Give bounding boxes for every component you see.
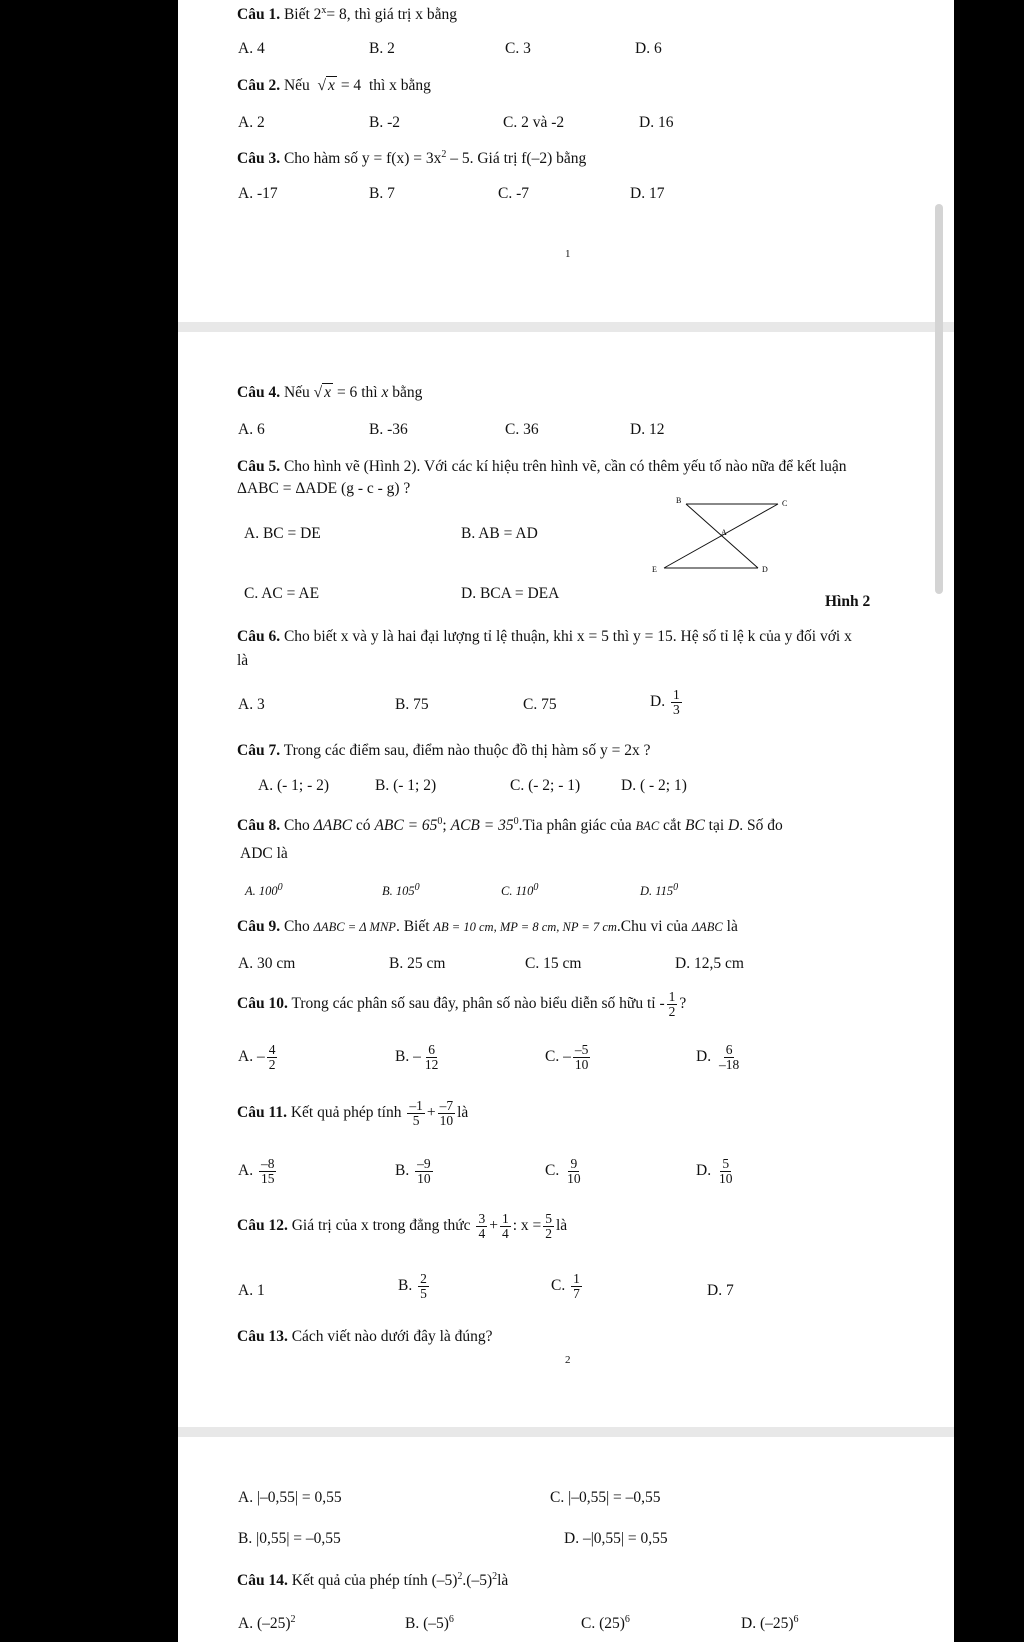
fraction: $\frac{5}{2}$ xyxy=(545,1211,552,1242)
label-e: E xyxy=(652,565,657,574)
fraction: $\frac{-1}{5}$ xyxy=(409,1098,423,1129)
fraction: $\frac{5}{10}$ xyxy=(718,1156,733,1187)
label-d: D xyxy=(762,565,768,574)
q1-option-d: D. 6 xyxy=(635,40,662,57)
question-5-line2: ΔABC = ΔADE (g - c - g) ? xyxy=(237,480,411,497)
q11-option-c: C. $\frac{9}{10}$ xyxy=(545,1156,581,1187)
q13-option-b: B. |0,55| = –0,55 xyxy=(238,1530,341,1547)
q5-option-c: C. AC = AE xyxy=(244,585,320,602)
q11-option-b: B. $\frac{-9}{10}$ xyxy=(395,1156,431,1187)
q7-option-c: C. (- 2; - 1) xyxy=(510,777,581,794)
document-page-2 xyxy=(178,332,954,1427)
document-page-3 xyxy=(178,1437,954,1642)
q13-option-d: D. –|0,55| = 0,55 xyxy=(564,1530,668,1547)
question-9: Câu 9. Cho ΔABC = Δ MNP. Biết AB = 10 cm, MP = 8 cm, NP = 7 cm.Chu vi của ΔABC là xyxy=(237,918,738,935)
q6-option-d: D. $\frac{1}{3}$ xyxy=(650,687,680,718)
fraction: $\frac{-7}{10}$ xyxy=(439,1098,454,1129)
q1-option-b: B. 2 xyxy=(369,40,395,57)
q9-option-b: B. 25 cm xyxy=(389,955,446,972)
fraction: $\frac{4}{2}$ xyxy=(268,1042,276,1073)
q5-option-b: B. AB = AD xyxy=(461,525,538,542)
q9-option-d: D. 12,5 cm xyxy=(675,955,744,972)
question-11: Câu 11. Kết quả phép tính $\frac{-1}{5}$ + $\frac{-7}{10}$ là xyxy=(237,1098,469,1129)
fraction: $\frac{1}{4}$ xyxy=(501,1211,509,1242)
question-8-line2: ADC là xyxy=(240,845,288,862)
question-6: Câu 6. Cho biết x và y là hai đại lượng tỉ lệ thuận, khi x = 5 thì y = 15. Hệ số tỉ lệ k của y đối với x xyxy=(237,628,852,645)
q6-option-c: C. 75 xyxy=(523,696,557,713)
page-number: 2 xyxy=(565,1354,571,1366)
q10-option-c: C. – $\frac{-5}{10}$ xyxy=(545,1042,589,1073)
q9-option-a: A. 30 cm xyxy=(238,955,296,972)
q14-option-b: B. $(-5)^6$ xyxy=(405,1614,454,1633)
q5-option-a: A. BC = DE xyxy=(244,525,321,542)
q11-option-a: A. $\frac{-8}{15}$ xyxy=(238,1156,275,1187)
fraction: $\frac{6}{12}$ xyxy=(424,1042,439,1073)
q3-option-c: C. -7 xyxy=(498,185,529,202)
q7-option-a: A. (- 1; - 2) xyxy=(258,777,330,794)
q10-option-d: D. $\frac{6}{-18}$ xyxy=(696,1042,740,1073)
fraction: $\frac{1}{3}$ xyxy=(672,687,680,718)
page-number: 1 xyxy=(565,248,571,260)
fraction: $\frac{1}{2}$ xyxy=(668,989,676,1020)
question-2: Câu 2. Nếu √ x = 4 thì x bằng xyxy=(237,77,431,94)
q12-option-a: A. 1 xyxy=(238,1282,265,1299)
fraction: $\frac{-5}{10}$ xyxy=(574,1042,589,1073)
q8-option-b: B. $105^0$ xyxy=(382,882,420,899)
page-gap xyxy=(178,1427,954,1437)
figure-caption: Hình 2 xyxy=(825,593,871,610)
q4-option-a: A. 6 xyxy=(238,421,265,438)
question-1: Câu 1. Biết $2^x= 8$, thì giá trị x bằng xyxy=(237,5,457,24)
q2-option-a: A. 2 xyxy=(238,114,265,131)
q13-option-c: C. |–0,55| = –0,55 xyxy=(550,1489,661,1506)
fraction: $\frac{6}{-18}$ xyxy=(718,1042,740,1073)
question-8: Câu 8. Cho ΔABC có ABC = $65^0$; ACB = $35^0.Tia$ phân giác của BAC cắt BC tại D. Số đo xyxy=(237,816,783,835)
q3-option-a: A. -17 xyxy=(238,185,278,202)
label-a: A xyxy=(721,528,727,537)
question-5: Câu 5. Cho hình vẽ (Hình 2). Với các kí hiệu trên hình vẽ, cần có thêm yếu tố nào nữa để kết luận xyxy=(237,458,847,475)
question-3: Câu 3. Cho hàm số $y = f(x) = 3x^2 - 5$. Giá trị f(–2) bằng xyxy=(237,149,587,168)
q14-option-d: D. $(-25)^6$ xyxy=(741,1614,799,1633)
question-13: Câu 13. Cách viết nào dưới đây là đúng? xyxy=(237,1328,493,1345)
q11-option-d: D. $\frac{5}{10}$ xyxy=(696,1156,733,1187)
q14-option-c: C. $(25)^6$ xyxy=(581,1614,630,1633)
question-14: Câu 14. Kết quả của phép tính $(-5)^2.(-5)^2là$ xyxy=(237,1571,509,1590)
q6-option-a: A. 3 xyxy=(238,696,265,713)
q4-option-c: C. 36 xyxy=(505,421,539,438)
q10-option-a: A. – $\frac{4}{2}$ xyxy=(238,1042,276,1073)
q8-option-c: C. $110^0$ xyxy=(501,882,539,899)
q9-option-c: C. 15 cm xyxy=(525,955,582,972)
q4-option-d: D. 12 xyxy=(630,421,665,438)
q12-option-b: B. $\frac{2}{5}$ xyxy=(398,1271,427,1302)
q12-option-d: D. 7 xyxy=(707,1282,734,1299)
q3-option-b: B. 7 xyxy=(369,185,395,202)
fraction: $\frac{2}{5}$ xyxy=(420,1271,427,1302)
question-4: Câu 4. Nếu √ x = 6 thì x bằng xyxy=(237,384,423,401)
fraction: $\frac{-9}{10}$ xyxy=(417,1156,431,1187)
figure-2-triangles xyxy=(648,492,798,584)
q2-option-c: C. 2 và -2 xyxy=(503,114,565,131)
question-10: Câu 10. Trong các phân số sau đây, phân số nào biểu diễn số hữu tỉ - $\frac{1}{2}$ ? xyxy=(237,989,687,1020)
q1-option-c: C. 3 xyxy=(505,40,531,57)
page-gap xyxy=(178,322,954,332)
fraction: $\frac{3}{4}$ xyxy=(478,1211,486,1242)
q8-option-a: A. $100^0$ xyxy=(245,882,283,899)
q2-option-b: B. -2 xyxy=(369,114,400,131)
vertical-scrollbar[interactable] xyxy=(935,204,943,594)
q5-option-d: D. BCA = DEA xyxy=(461,585,560,602)
label-b: B xyxy=(676,496,682,505)
fraction: $\frac{-8}{15}$ xyxy=(260,1156,275,1187)
q8-option-d: D. $115^0$ xyxy=(640,882,679,899)
question-12: Câu 12. Giá trị của x trong đẳng thức $\frac{3}{4}$ + $\frac{1}{4}$ : x = $\frac{5}{2}$ là xyxy=(237,1211,568,1242)
q13-option-a: A. |–0,55| = 0,55 xyxy=(238,1489,342,1506)
q6-option-b: B. 75 xyxy=(395,696,429,713)
fraction: $\frac{1}{7}$ xyxy=(573,1271,580,1302)
question-7: Câu 7. Trong các điểm sau, điểm nào thuộc đồ thị hàm số y = 2x ? xyxy=(237,742,651,759)
q7-option-b: B. (- 1; 2) xyxy=(375,777,437,794)
q2-option-d: D. 16 xyxy=(639,114,674,131)
document-page-1 xyxy=(178,0,954,322)
q7-option-d: D. ( - 2; 1) xyxy=(621,777,687,794)
q12-option-c: C. $\frac{1}{7}$ xyxy=(551,1271,580,1302)
q4-option-b: B. -36 xyxy=(369,421,408,438)
q1-option-a: A. 4 xyxy=(238,40,265,57)
q14-option-a: A. $(-25)^2$ xyxy=(238,1614,296,1633)
fraction: $\frac{9}{10}$ xyxy=(567,1156,581,1187)
q3-option-d: D. 17 xyxy=(630,185,665,202)
question-6-line2: là xyxy=(237,652,249,669)
q10-option-b: B. – $\frac{6}{12}$ xyxy=(395,1042,439,1073)
label-c: C xyxy=(782,499,788,508)
